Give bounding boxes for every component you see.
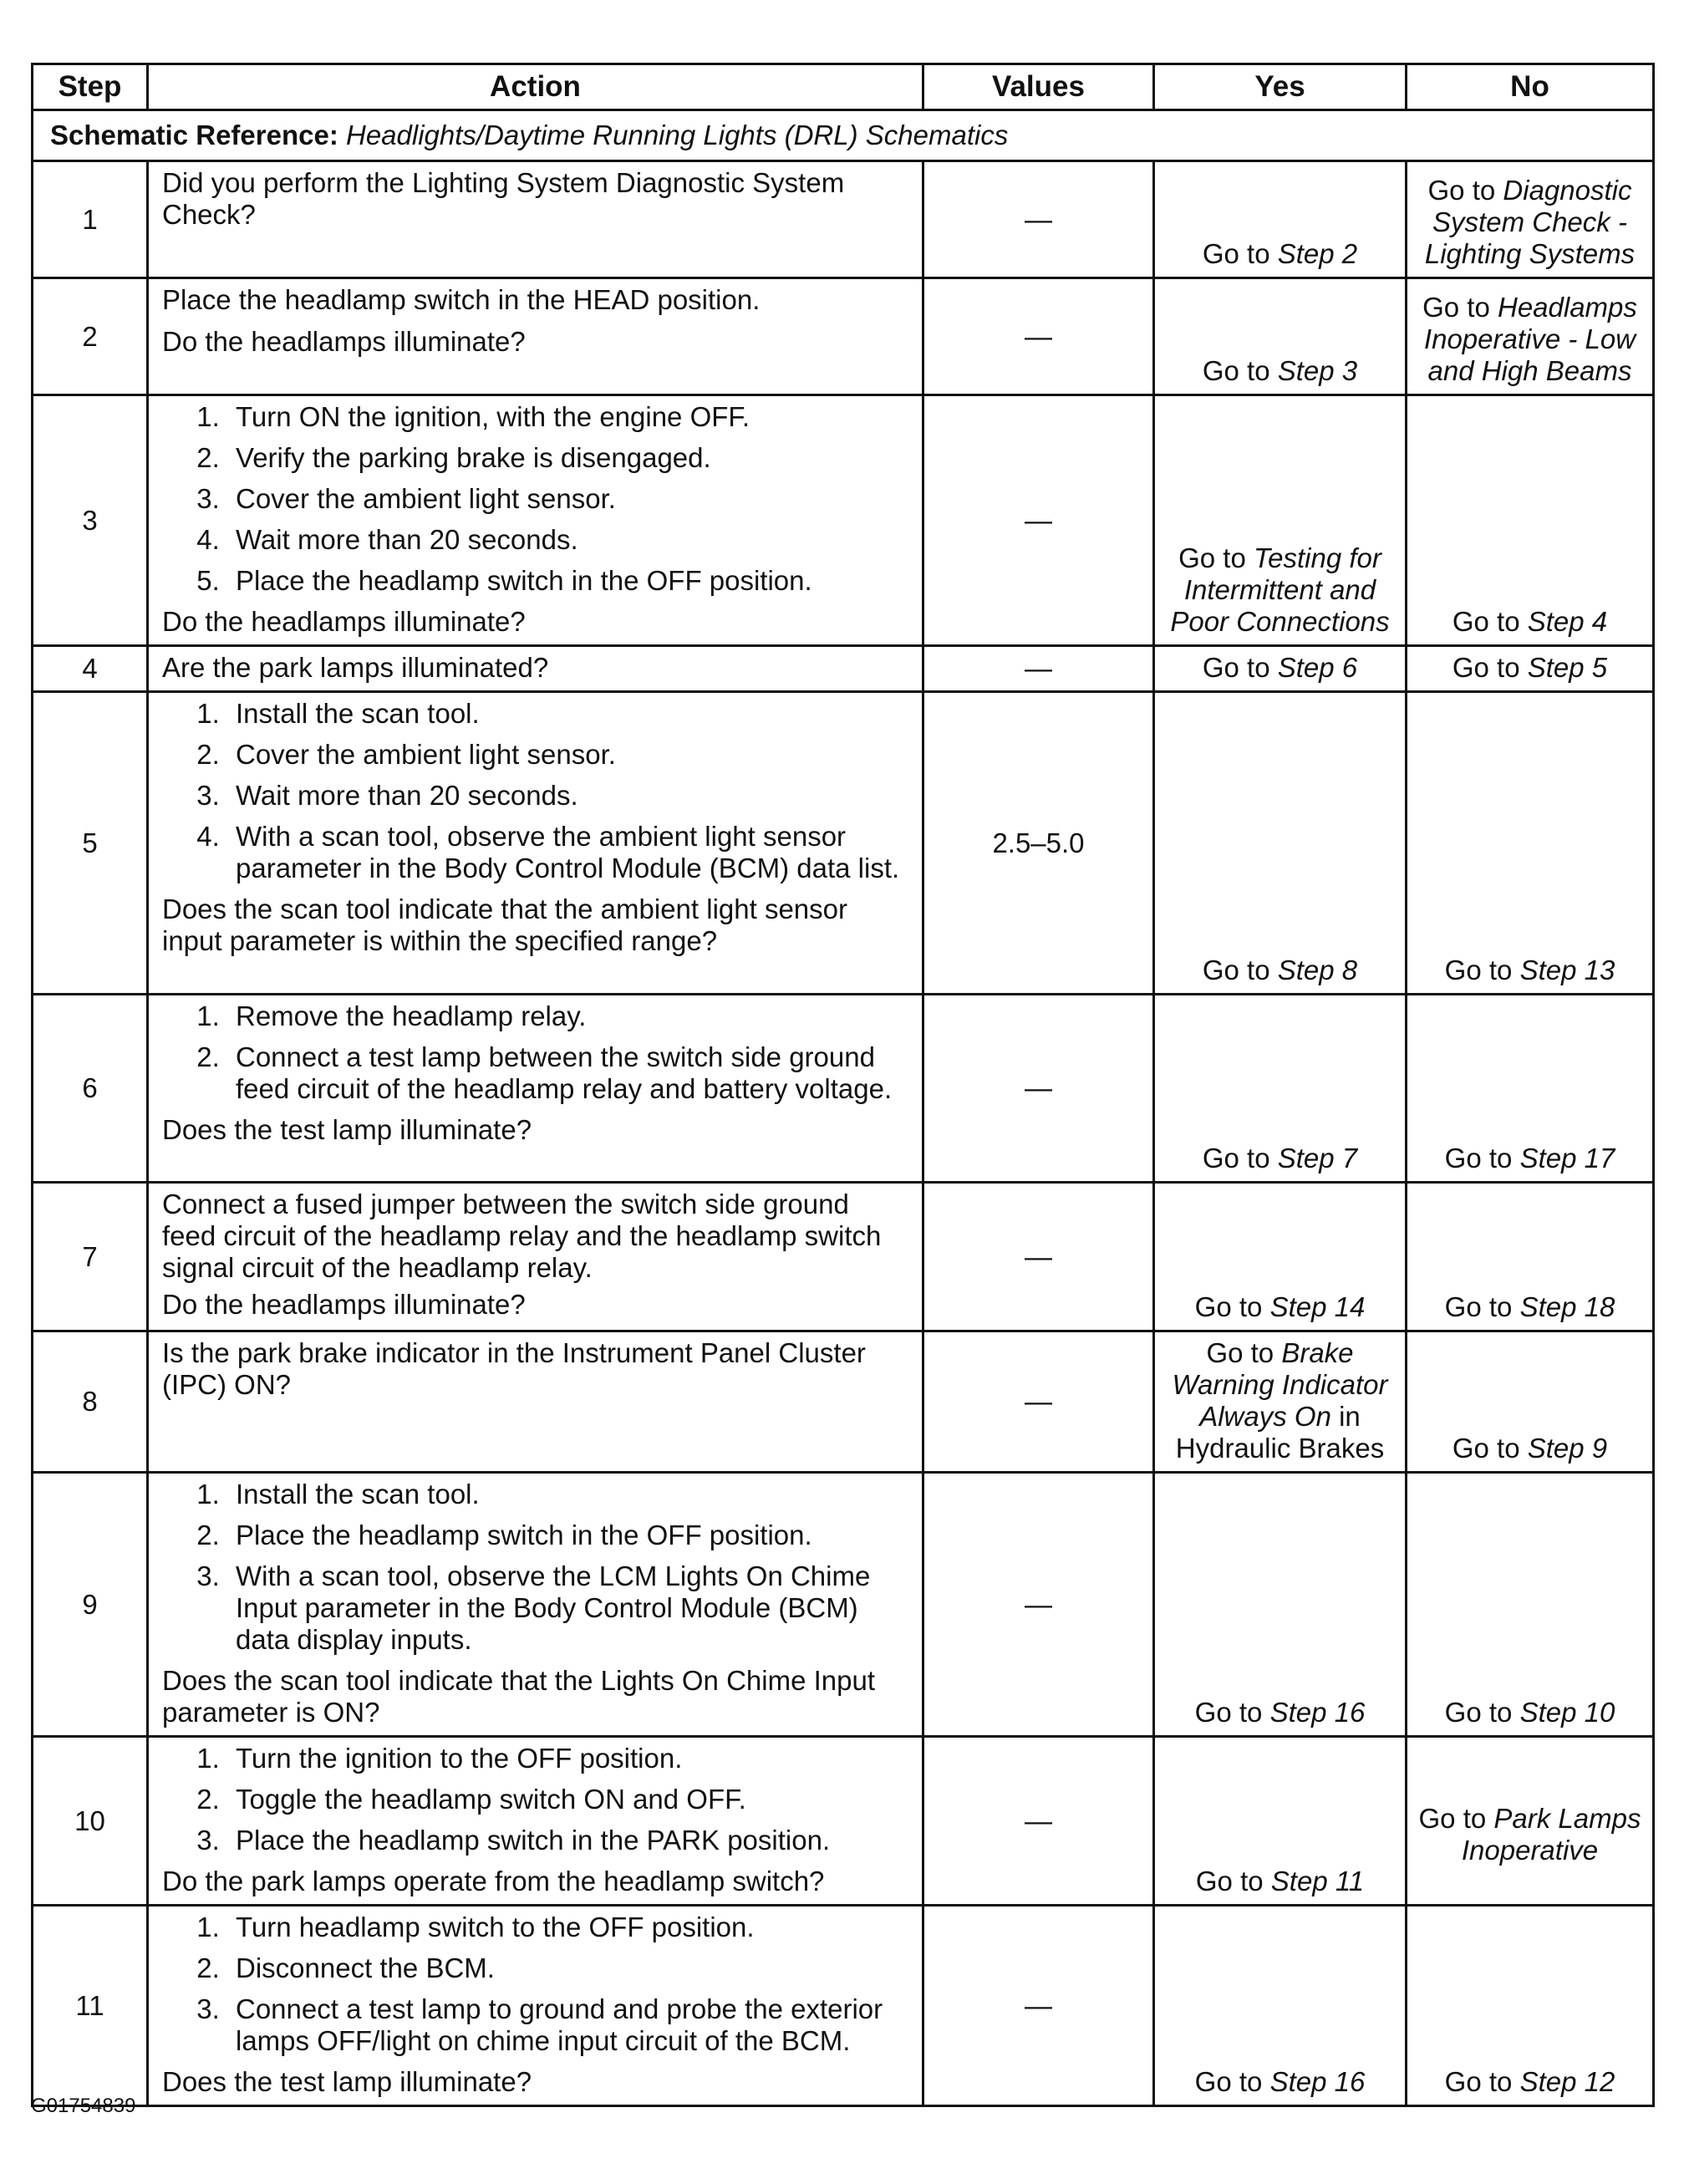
substep-list [162, 1743, 908, 1856]
value: — [923, 646, 1154, 692]
step-number: 5 [33, 692, 148, 995]
table-row [33, 395, 1654, 646]
value: — [923, 278, 1154, 395]
substep: 2. Connect a test lamp between the switch side ground feed circuit of the headlamp relay and battery voltage. [227, 1041, 908, 1105]
yes-action: Go to Testing for Intermittent and Poor Connections [1154, 395, 1407, 646]
no-link[interactable]: Step 12 [1519, 2066, 1615, 2097]
action-cell [148, 1737, 923, 1906]
action-text: Is the park brake indicator in the Instrument Panel Cluster (IPC) ON? [148, 1331, 923, 1473]
table-row [33, 1737, 1654, 1906]
no-link[interactable]: Step 4 [1527, 606, 1608, 637]
substep: 1. Remove the headlamp relay. [227, 1000, 908, 1032]
no-action: Go to Step 18 [1407, 1183, 1654, 1331]
substep: 3. Cover the ambient light sensor. [227, 483, 908, 515]
header-no: No [1407, 64, 1654, 110]
substep: 2. Cover the ambient light sensor. [227, 739, 908, 771]
no-link[interactable]: Step 10 [1519, 1697, 1615, 1728]
action-question: Does the test lamp illuminate? [162, 1114, 532, 1145]
substep: 1. Turn ON the ignition, with the engine OFF. [227, 401, 908, 433]
yes-action: Go to Step 11 [1154, 1737, 1407, 1906]
no-action: Go to Step 9 [1407, 1331, 1654, 1473]
action-cell [148, 995, 923, 1183]
header-values: Values [923, 64, 1154, 110]
header-step: Step [33, 64, 148, 110]
diagnostic-table [31, 63, 1655, 2107]
yes-link[interactable]: Step 2 [1277, 238, 1358, 269]
schematic-label: Schematic Reference: [50, 120, 338, 150]
no-action: Go to Diagnostic System Check - Lighting Systems [1407, 161, 1654, 278]
substep: 4. Wait more than 20 seconds. [227, 524, 908, 556]
action-text: Did you perform the Lighting System Diagnostic System Check? [148, 161, 923, 278]
value: — [923, 995, 1154, 1183]
yes-action: Go to Step 2 [1154, 161, 1407, 278]
step-number: 1 [33, 161, 148, 278]
substep-list [162, 1000, 908, 1105]
step-number: 3 [33, 395, 148, 646]
step-number: 10 [33, 1737, 148, 1906]
yes-link[interactable]: Brake Warning Indicator Always On [1172, 1337, 1388, 1432]
schematic-reference [33, 110, 1654, 161]
no-link[interactable]: Step 17 [1519, 1143, 1615, 1173]
substep: 1. Install the scan tool. [227, 698, 908, 730]
yes-action: Go to Step 7 [1154, 995, 1407, 1183]
substep: 4. With a scan tool, observe the ambient light sensor parameter in the Body Control Module (BCM) data list. [227, 821, 908, 884]
action-cell [148, 1473, 923, 1737]
header-yes: Yes [1154, 64, 1407, 110]
substep-list [162, 401, 908, 597]
action-question: Does the scan tool indicate that the ambient light sensor input parameter is within the specified range? [162, 893, 847, 956]
table-row [33, 646, 1654, 692]
value: — [923, 1906, 1154, 2106]
no-action: Go to Step 17 [1407, 995, 1654, 1183]
action-question: Do the headlamps illuminate? [162, 1289, 526, 1320]
yes-link[interactable]: Step 8 [1277, 955, 1358, 985]
action-question: Does the scan tool indicate that the Lights On Chime Input parameter is ON? [162, 1665, 876, 1728]
action-text: Connect a fused jumper between the switch side ground feed circuit of the headlamp relay and the headlamp switch signal circuit of the headlamp relay. [162, 1189, 882, 1283]
substep: 1. Install the scan tool. [227, 1479, 908, 1510]
step-number: 9 [33, 1473, 148, 1737]
header-action: Action [148, 64, 923, 110]
header-row [33, 64, 1654, 110]
action-text: Place the headlamp switch in the HEAD position. [162, 284, 761, 315]
substep-list [162, 1912, 908, 2057]
table-row [33, 1331, 1654, 1473]
table-row [33, 692, 1654, 995]
value: — [923, 1473, 1154, 1737]
action-cell [148, 1906, 923, 2106]
yes-link[interactable]: Step 16 [1269, 1697, 1366, 1728]
no-action: Go to Step 13 [1407, 692, 1654, 995]
step-number: 4 [33, 646, 148, 692]
action-question: Does the test lamp illuminate? [162, 2066, 532, 2097]
action-cell [148, 278, 923, 395]
substep: 3. Place the headlamp switch in the PARK position. [227, 1825, 908, 1856]
no-link[interactable]: Step 9 [1527, 1433, 1608, 1464]
no-link[interactable]: Park Lamps Inoperative [1461, 1802, 1641, 1866]
yes-link[interactable]: Testing for Intermittent and Poor Connections [1170, 542, 1390, 637]
step-number: 8 [33, 1331, 148, 1473]
no-link[interactable]: Step 5 [1527, 652, 1608, 683]
step-number: 11 [33, 1906, 148, 2106]
no-action: Go to Step 4 [1407, 395, 1654, 646]
substep: 2. Toggle the headlamp switch ON and OFF. [227, 1784, 908, 1815]
substep: 2. Place the headlamp switch in the OFF position. [227, 1520, 908, 1551]
value: 2.5–5.0 [923, 692, 1154, 995]
substep: 2. Verify the parking brake is disengaged. [227, 442, 908, 474]
value: — [923, 1737, 1154, 1906]
substep: 2. Disconnect the BCM. [227, 1952, 908, 1984]
no-action: Go to Step 12 [1407, 1906, 1654, 2106]
yes-action: Go to Step 16 [1154, 1473, 1407, 1737]
substep: 1. Turn headlamp switch to the OFF position. [227, 1912, 908, 1943]
table-row [33, 278, 1654, 395]
action-question: Do the park lamps operate from the headlamp switch? [162, 1866, 825, 1896]
table-row [33, 1473, 1654, 1737]
value: — [923, 395, 1154, 646]
yes-action: Go to Step 6 [1154, 646, 1407, 692]
value: — [923, 161, 1154, 278]
no-action: Go to Step 5 [1407, 646, 1654, 692]
yes-link[interactable]: Step 11 [1270, 1866, 1365, 1896]
table-row [33, 1906, 1654, 2106]
yes-link[interactable]: Step 6 [1277, 652, 1358, 683]
substep: 3. Connect a test lamp to ground and probe the exterior lamps OFF/light on chime input circuit of the BCM. [227, 1993, 908, 2057]
action-cell [148, 395, 923, 646]
yes-action: Go to Step 8 [1154, 692, 1407, 995]
step-number: 7 [33, 1183, 148, 1331]
substep-list [162, 1479, 908, 1656]
substep: 1. Turn the ignition to the OFF position. [227, 1743, 908, 1774]
no-action: Go to Headlamps Inoperative - Low and High Beams [1407, 278, 1654, 395]
no-link[interactable]: Step 18 [1519, 1291, 1615, 1322]
yes-action: Go to Brake Warning Indicator Always On in Hydraulic Brakes [1154, 1331, 1407, 1473]
substep: 3. Wait more than 20 seconds. [227, 780, 908, 812]
value: — [923, 1331, 1154, 1473]
value: — [923, 1183, 1154, 1331]
yes-link[interactable]: Step 3 [1277, 355, 1358, 386]
no-link[interactable]: Headlamps Inoperative - Low and High Beams [1423, 292, 1637, 386]
yes-action: Go to Step 14 [1154, 1183, 1407, 1331]
step-number: 2 [33, 278, 148, 395]
no-action: Go to Park Lamps Inoperative [1407, 1737, 1654, 1906]
action-question: Do the headlamps illuminate? [162, 326, 526, 357]
yes-link[interactable]: Step 16 [1269, 2066, 1366, 2097]
no-action: Go to Step 10 [1407, 1473, 1654, 1737]
table-row [33, 161, 1654, 278]
table-row [33, 1183, 1654, 1331]
no-link[interactable]: Diagnostic System Check - Lighting Systems [1424, 175, 1636, 269]
figure-id: G01754839 [31, 2095, 136, 2117]
substep-list [162, 698, 908, 884]
action-cell [148, 692, 923, 995]
substep: 5. Place the headlamp switch in the OFF position. [227, 565, 908, 597]
substep: 3. With a scan tool, observe the LCM Lights On Chime Input parameter in the Body Control Module (BCM) data display inputs. [227, 1560, 908, 1656]
schematic-text: Headlights/Daytime Running Lights (DRL) Schematics [346, 120, 1009, 150]
yes-link[interactable]: Step 14 [1269, 1291, 1366, 1322]
table-row [33, 995, 1654, 1183]
no-link[interactable]: Step 13 [1519, 955, 1615, 985]
yes-action: Go to Step 3 [1154, 278, 1407, 395]
action-cell [148, 1183, 923, 1331]
action-question: Do the headlamps illuminate? [162, 606, 526, 637]
schematic-reference-row [33, 110, 1654, 161]
step-number: 6 [33, 995, 148, 1183]
yes-link[interactable]: Step 7 [1277, 1143, 1358, 1173]
action-text: Are the park lamps illuminated? [148, 646, 923, 692]
yes-action: Go to Step 16 [1154, 1906, 1407, 2106]
